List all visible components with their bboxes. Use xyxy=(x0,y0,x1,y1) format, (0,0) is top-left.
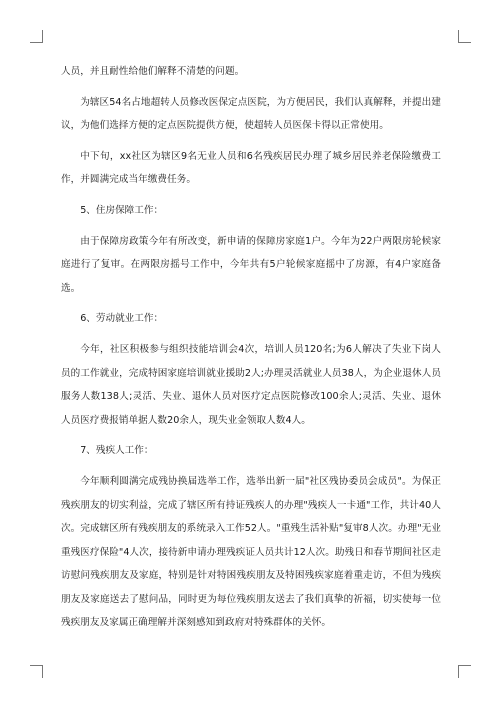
page-corner-mark-top-left xyxy=(30,30,43,43)
paragraph: 由于保障房政策今年有所改变，新申请的保障房家庭1户。今年为22户两限房轮候家庭进行了复审。在两限房摇号工作中，今年共有5户轮候家庭摇中了房源，有4户家庭备选。 xyxy=(61,235,441,294)
paragraph: 为辖区54名占地超转人员修改医保定点医院，为方便居民，我们认真解释，并提出建议，为他们选择方便的定点医院提供方便，使超转人员医保卡得以正常使用。 xyxy=(61,96,441,132)
section-heading: 5、住房保障工作： xyxy=(80,204,164,216)
paragraph: 今年，社区积极参与组织技能培训会4次，培训人员120名;为6人解决了失业下岗人员的工作就业，完成特困家庭培训就业援助2人;办理灵活就业人员38人，为企业退休人员服务人数138人;灵活、失业、退休人员对医疗定点医院修改100余人;灵活、失业、退休人员医疗费报销单据人数20余人，现失业金领取人数4人。 xyxy=(61,343,441,426)
paragraph: 人员，并且耐性给他们解释不清楚的问题。 xyxy=(61,66,245,77)
paragraph: 今年顺利圆满完成残协换届选举工作，选举出新一届"社区残协委员会成员"。为保正残疾朋友的切实利益，完成了辖区所有持证残疾人的办理"残疾人一卡通"工作，共计40人次。完成辖区所有残疾朋友的系统录入工作52人。"重残生活补贴"复审8人次。办理"无业重残医疗保险"4人次，接待新申请办理残疾证人员共计12人次。助残日和春节期间社区走访慰问残疾朋友及家庭，特别是针对特困残疾朋友及特困残疾家庭着重走访，不但为残疾朋友及家庭送去了慰问品，同时更为每位残疾朋友送去了我们真挚的祈福，切实使每一位残疾朋友及家属正确理解并深刻感知到政府对特殊群体的关怀。 xyxy=(61,475,441,629)
section-heading: 7、残疾人工作： xyxy=(80,445,154,457)
page-corner-mark-bottom-right xyxy=(458,665,471,678)
paragraph: 中下旬，xx社区为辖区9名无业人员和6名残疾居民办理了城乡居民养老保险缴费工作，并圆满完成当年缴费任务。 xyxy=(61,150,441,186)
page-corner-mark-bottom-left xyxy=(30,665,43,678)
section-heading: 6、劳动就业工作： xyxy=(80,313,164,325)
page-corner-mark-top-right xyxy=(458,30,471,43)
document-body xyxy=(61,60,441,642)
